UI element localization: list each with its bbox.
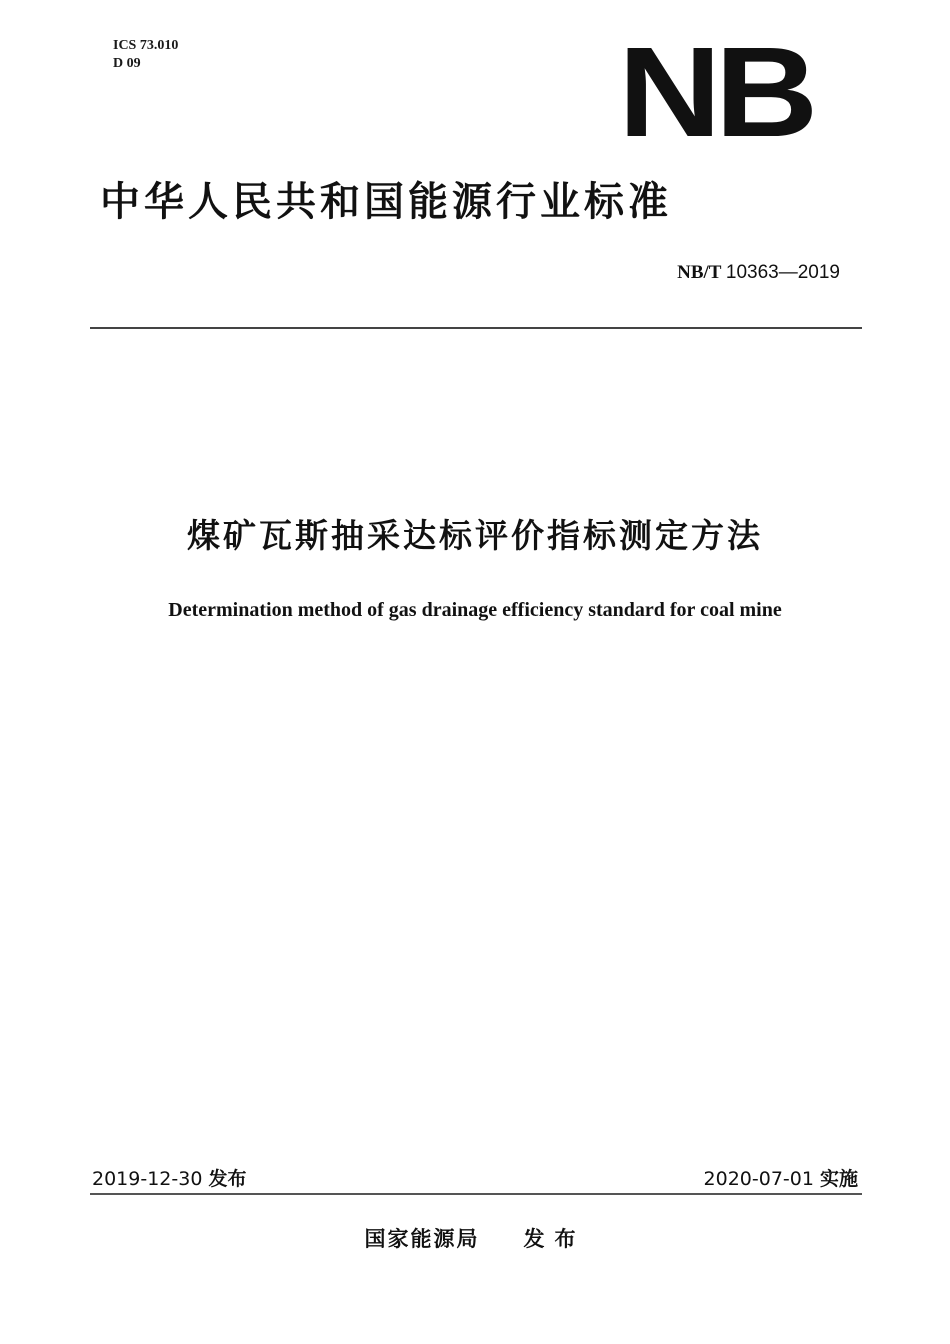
ics-code: ICS 73.010 [113, 38, 179, 53]
issuer-org: 国家能源局 [364, 1227, 480, 1251]
standard-code: 10363—2019 [725, 262, 840, 283]
issuer-action: 发布 [523, 1227, 586, 1251]
publish-date-value: 2019-12-30 [92, 1168, 203, 1190]
header-divider [90, 327, 862, 329]
publish-date [92, 1166, 246, 1192]
nb-logo: NB [618, 21, 812, 164]
issuer-line [0, 1224, 950, 1254]
document-title-en: Determination method of gas drainage efficiency standard for coal mine [168, 599, 782, 621]
standard-prefix: NB/T [677, 262, 722, 283]
industry-standard-title: 中华人民共和国能源行业标准 [100, 179, 672, 225]
implement-date [704, 1166, 858, 1192]
document-title-cn: 煤矿瓦斯抽采达标评价指标测定方法 [187, 516, 763, 555]
publish-label: 发布 [208, 1168, 247, 1190]
implement-date-value: 2020-07-01 [703, 1168, 814, 1190]
standard-number [677, 261, 840, 285]
footer-divider [90, 1193, 862, 1195]
ccs-code: D 09 [113, 56, 141, 71]
implement-label: 实施 [819, 1168, 858, 1190]
